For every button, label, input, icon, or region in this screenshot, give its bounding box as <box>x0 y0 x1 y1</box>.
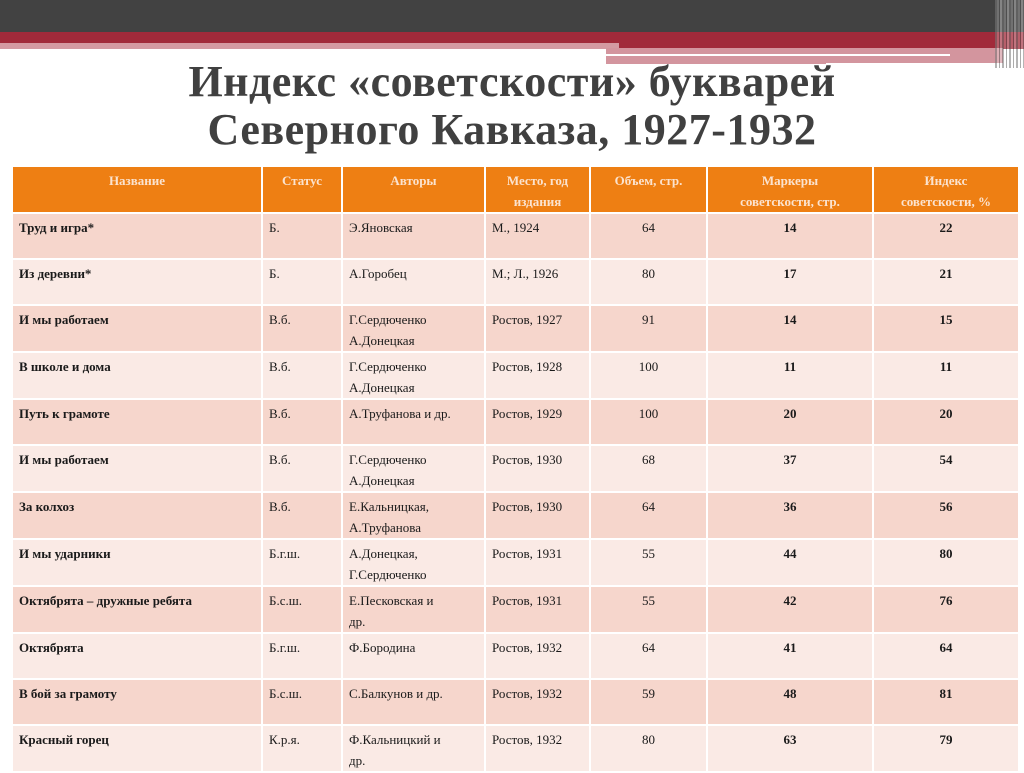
cell-index: 54 <box>873 445 1019 492</box>
cell-index: 11 <box>873 352 1019 399</box>
cell-name: Путь к грамоте <box>12 399 262 445</box>
cell-name: За колхоз <box>12 492 262 539</box>
cell-index: 56 <box>873 492 1019 539</box>
table-row <box>12 399 1019 445</box>
cell-index: 76 <box>873 586 1019 633</box>
cell-markers: 44 <box>707 539 873 586</box>
table-row <box>12 725 1019 772</box>
cell-place: Ростов, 1932 <box>485 679 590 725</box>
cell-name: Октябрята <box>12 633 262 679</box>
top-dark-bar <box>0 0 1024 32</box>
cell-volume: 100 <box>590 399 707 445</box>
table-header-row <box>12 166 1019 213</box>
cell-authors: А.Донецкая, Г.Сердюченко <box>342 539 485 586</box>
cell-markers: 42 <box>707 586 873 633</box>
title-line-1: Индекс «советскости» букварей <box>188 57 836 106</box>
cell-place: Ростов, 1930 <box>485 492 590 539</box>
cell-markers: 41 <box>707 633 873 679</box>
cell-volume: 64 <box>590 213 707 259</box>
cell-status: В.б. <box>262 305 342 352</box>
cell-place: Ростов, 1931 <box>485 586 590 633</box>
cell-volume: 80 <box>590 259 707 305</box>
cell-volume: 59 <box>590 679 707 725</box>
cell-authors: Г.Сердюченко А.Донецкая <box>342 445 485 492</box>
cell-markers: 17 <box>707 259 873 305</box>
table-row <box>12 445 1019 492</box>
cell-volume: 64 <box>590 633 707 679</box>
cell-volume: 100 <box>590 352 707 399</box>
cell-name: И мы работаем <box>12 445 262 492</box>
cell-authors: Э.Яновская <box>342 213 485 259</box>
cell-volume: 64 <box>590 492 707 539</box>
cell-status: Б.г.ш. <box>262 539 342 586</box>
cell-name: Труд и игра* <box>12 213 262 259</box>
table-row <box>12 259 1019 305</box>
table-row <box>12 213 1019 259</box>
cell-status: Б.с.ш. <box>262 586 342 633</box>
cell-place: М., 1924 <box>485 213 590 259</box>
cell-markers: 14 <box>707 305 873 352</box>
table-row <box>12 305 1019 352</box>
cell-authors: С.Балкунов и др. <box>342 679 485 725</box>
cell-name: Красный горец <box>12 725 262 772</box>
cell-authors: Ф.Кальницкий и др. <box>342 725 485 772</box>
cell-status: В.б. <box>262 352 342 399</box>
cell-markers: 11 <box>707 352 873 399</box>
cell-status: В.б. <box>262 399 342 445</box>
cell-markers: 36 <box>707 492 873 539</box>
header-name: Название <box>12 166 262 213</box>
primers-table <box>11 165 1020 773</box>
cell-authors: А.Труфанова и др. <box>342 399 485 445</box>
cell-index: 21 <box>873 259 1019 305</box>
header-index: Индекс советскости, % <box>873 166 1019 213</box>
cell-status: К.р.я. <box>262 725 342 772</box>
table-row <box>12 352 1019 399</box>
cell-name: В бой за грамоту <box>12 679 262 725</box>
cell-index: 64 <box>873 633 1019 679</box>
cell-status: Б.с.ш. <box>262 679 342 725</box>
cell-volume: 91 <box>590 305 707 352</box>
cell-status: Б. <box>262 259 342 305</box>
header-markers: Маркеры советскости, стр. <box>707 166 873 213</box>
cell-place: Ростов, 1932 <box>485 633 590 679</box>
cell-place: Ростов, 1929 <box>485 399 590 445</box>
table-row <box>12 539 1019 586</box>
cell-markers: 63 <box>707 725 873 772</box>
cell-authors: Е.Песковская и др. <box>342 586 485 633</box>
cell-markers: 14 <box>707 213 873 259</box>
white-stripe-line <box>606 54 950 56</box>
cell-place: Ростов, 1932 <box>485 725 590 772</box>
cell-volume: 55 <box>590 539 707 586</box>
slide-title <box>0 58 1024 154</box>
cell-name: Октябрята – дружные ребята <box>12 586 262 633</box>
cell-markers: 20 <box>707 399 873 445</box>
table-row <box>12 586 1019 633</box>
cell-index: 81 <box>873 679 1019 725</box>
cell-index: 22 <box>873 213 1019 259</box>
cell-place: Ростов, 1931 <box>485 539 590 586</box>
header-volume: Объем, стр. <box>590 166 707 213</box>
cell-markers: 48 <box>707 679 873 725</box>
cell-index: 79 <box>873 725 1019 772</box>
cell-name: В школе и дома <box>12 352 262 399</box>
cell-place: М.; Л., 1926 <box>485 259 590 305</box>
cell-authors: Ф.Бородина <box>342 633 485 679</box>
cell-index: 20 <box>873 399 1019 445</box>
cell-name: Из деревни* <box>12 259 262 305</box>
cell-name: И мы работаем <box>12 305 262 352</box>
cell-authors: Г.Сердюченко А.Донецкая <box>342 352 485 399</box>
cell-status: Б.г.ш. <box>262 633 342 679</box>
cell-status: Б. <box>262 213 342 259</box>
cell-status: В.б. <box>262 445 342 492</box>
cell-authors: Е.Кальницкая, А.Труфанова <box>342 492 485 539</box>
cell-authors: А.Горобец <box>342 259 485 305</box>
header-status: Статус <box>262 166 342 213</box>
cell-name: И мы ударники <box>12 539 262 586</box>
cell-volume: 55 <box>590 586 707 633</box>
title-line-2: Северного Кавказа, 1927-1932 <box>207 105 817 154</box>
cell-authors: Г.Сердюченко А.Донецкая <box>342 305 485 352</box>
cell-volume: 80 <box>590 725 707 772</box>
header-authors: Авторы <box>342 166 485 213</box>
cell-place: Ростов, 1927 <box>485 305 590 352</box>
cell-index: 15 <box>873 305 1019 352</box>
cell-place: Ростов, 1928 <box>485 352 590 399</box>
header-place-year: Место, год издания <box>485 166 590 213</box>
cell-place: Ростов, 1930 <box>485 445 590 492</box>
cell-markers: 37 <box>707 445 873 492</box>
table-row <box>12 492 1019 539</box>
cell-status: В.б. <box>262 492 342 539</box>
table-row <box>12 633 1019 679</box>
cell-index: 80 <box>873 539 1019 586</box>
pink-stripe-left <box>0 43 619 49</box>
table-row <box>12 679 1019 725</box>
cell-volume: 68 <box>590 445 707 492</box>
